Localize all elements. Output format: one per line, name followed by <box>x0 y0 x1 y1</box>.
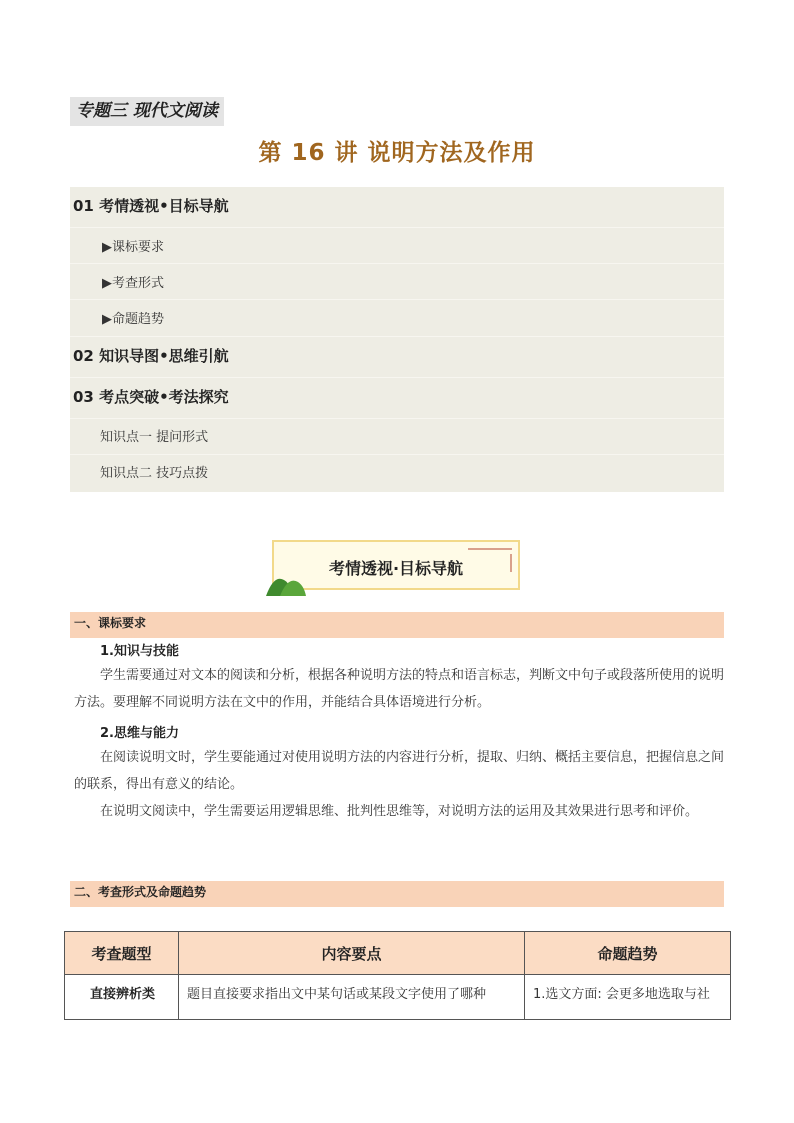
paragraph: 学生需要通过对文本的阅读和分析，根据各种说明方法的特点和语言标志，判断文中句子或段落所使用的说明方法。要理解不同说明方法在文中的作用，并能结合具体语境进行分析。 <box>74 668 725 710</box>
table-cell: 直接辨析类 <box>65 975 179 1020</box>
section-bar-curriculum: 一、课标要求 <box>70 612 724 638</box>
table-header-row <box>65 932 731 975</box>
table-of-contents <box>70 187 724 492</box>
lesson-title: 第 16 讲 说明方法及作用 <box>258 140 536 166</box>
paragraph: 在阅读说明文时，学生要能通过对使用说明方法的内容进行分析，提取、归纳、概括主要信息，把握信息之间的联系，得出有意义的结论。 <box>74 750 725 792</box>
toc-item-label: ▶课标要求 <box>102 240 164 255</box>
toc-item-curriculum[interactable] <box>70 228 724 264</box>
table-header: 命题趋势 <box>525 932 731 975</box>
toc-item-trend[interactable] <box>70 300 724 337</box>
toc-item-label: ▶命题趋势 <box>102 312 164 327</box>
toc-item-label: 01 考情透视•目标导航 <box>73 197 229 215</box>
exam-trend-table <box>64 931 731 1020</box>
toc-item-breakthrough[interactable] <box>70 378 724 419</box>
toc-item-mindmap[interactable] <box>70 337 724 378</box>
toc-item-overview[interactable] <box>70 187 724 228</box>
toc-item-label: 知识点二 技巧点拨 <box>100 466 209 481</box>
toc-item-label: 03 考点突破•考法探究 <box>73 388 229 406</box>
table-cell: 题目直接要求指出文中某句话或某段文字使用了哪种 <box>179 975 525 1020</box>
table-header: 考查题型 <box>65 932 179 975</box>
toc-item-label: 知识点一 提问形式 <box>100 430 209 445</box>
banner-title: 考情透视·目标导航 <box>328 559 464 578</box>
toc-item-exam-format[interactable] <box>70 264 724 300</box>
subheading-thinking: 2.思维与能力 <box>100 726 179 741</box>
toc-item-label: ▶考查形式 <box>102 276 164 291</box>
section-banner <box>272 540 520 590</box>
subheading-knowledge: 1.知识与技能 <box>100 644 179 659</box>
section-bar-exam-format: 二、考查形式及命题趋势 <box>70 881 724 907</box>
table-header: 内容要点 <box>179 932 525 975</box>
banner-accent-line <box>510 554 512 572</box>
toc-item-point-2[interactable] <box>70 455 724 491</box>
paragraph: 在说明文阅读中，学生需要运用逻辑思维、批判性思维等，对说明方法的运用及其效果进行思考和评价。 <box>100 804 699 819</box>
toc-item-label: 02 知识导图•思维引航 <box>73 347 229 365</box>
topic-label: 专题三 现代文阅读 <box>70 97 224 126</box>
toc-item-point-1[interactable] <box>70 419 724 455</box>
table-cell: 1.选文方面: 会更多地选取与社 <box>525 975 731 1020</box>
hills-icon <box>264 570 308 598</box>
banner-accent-line <box>468 548 512 550</box>
table-row <box>65 975 731 1020</box>
